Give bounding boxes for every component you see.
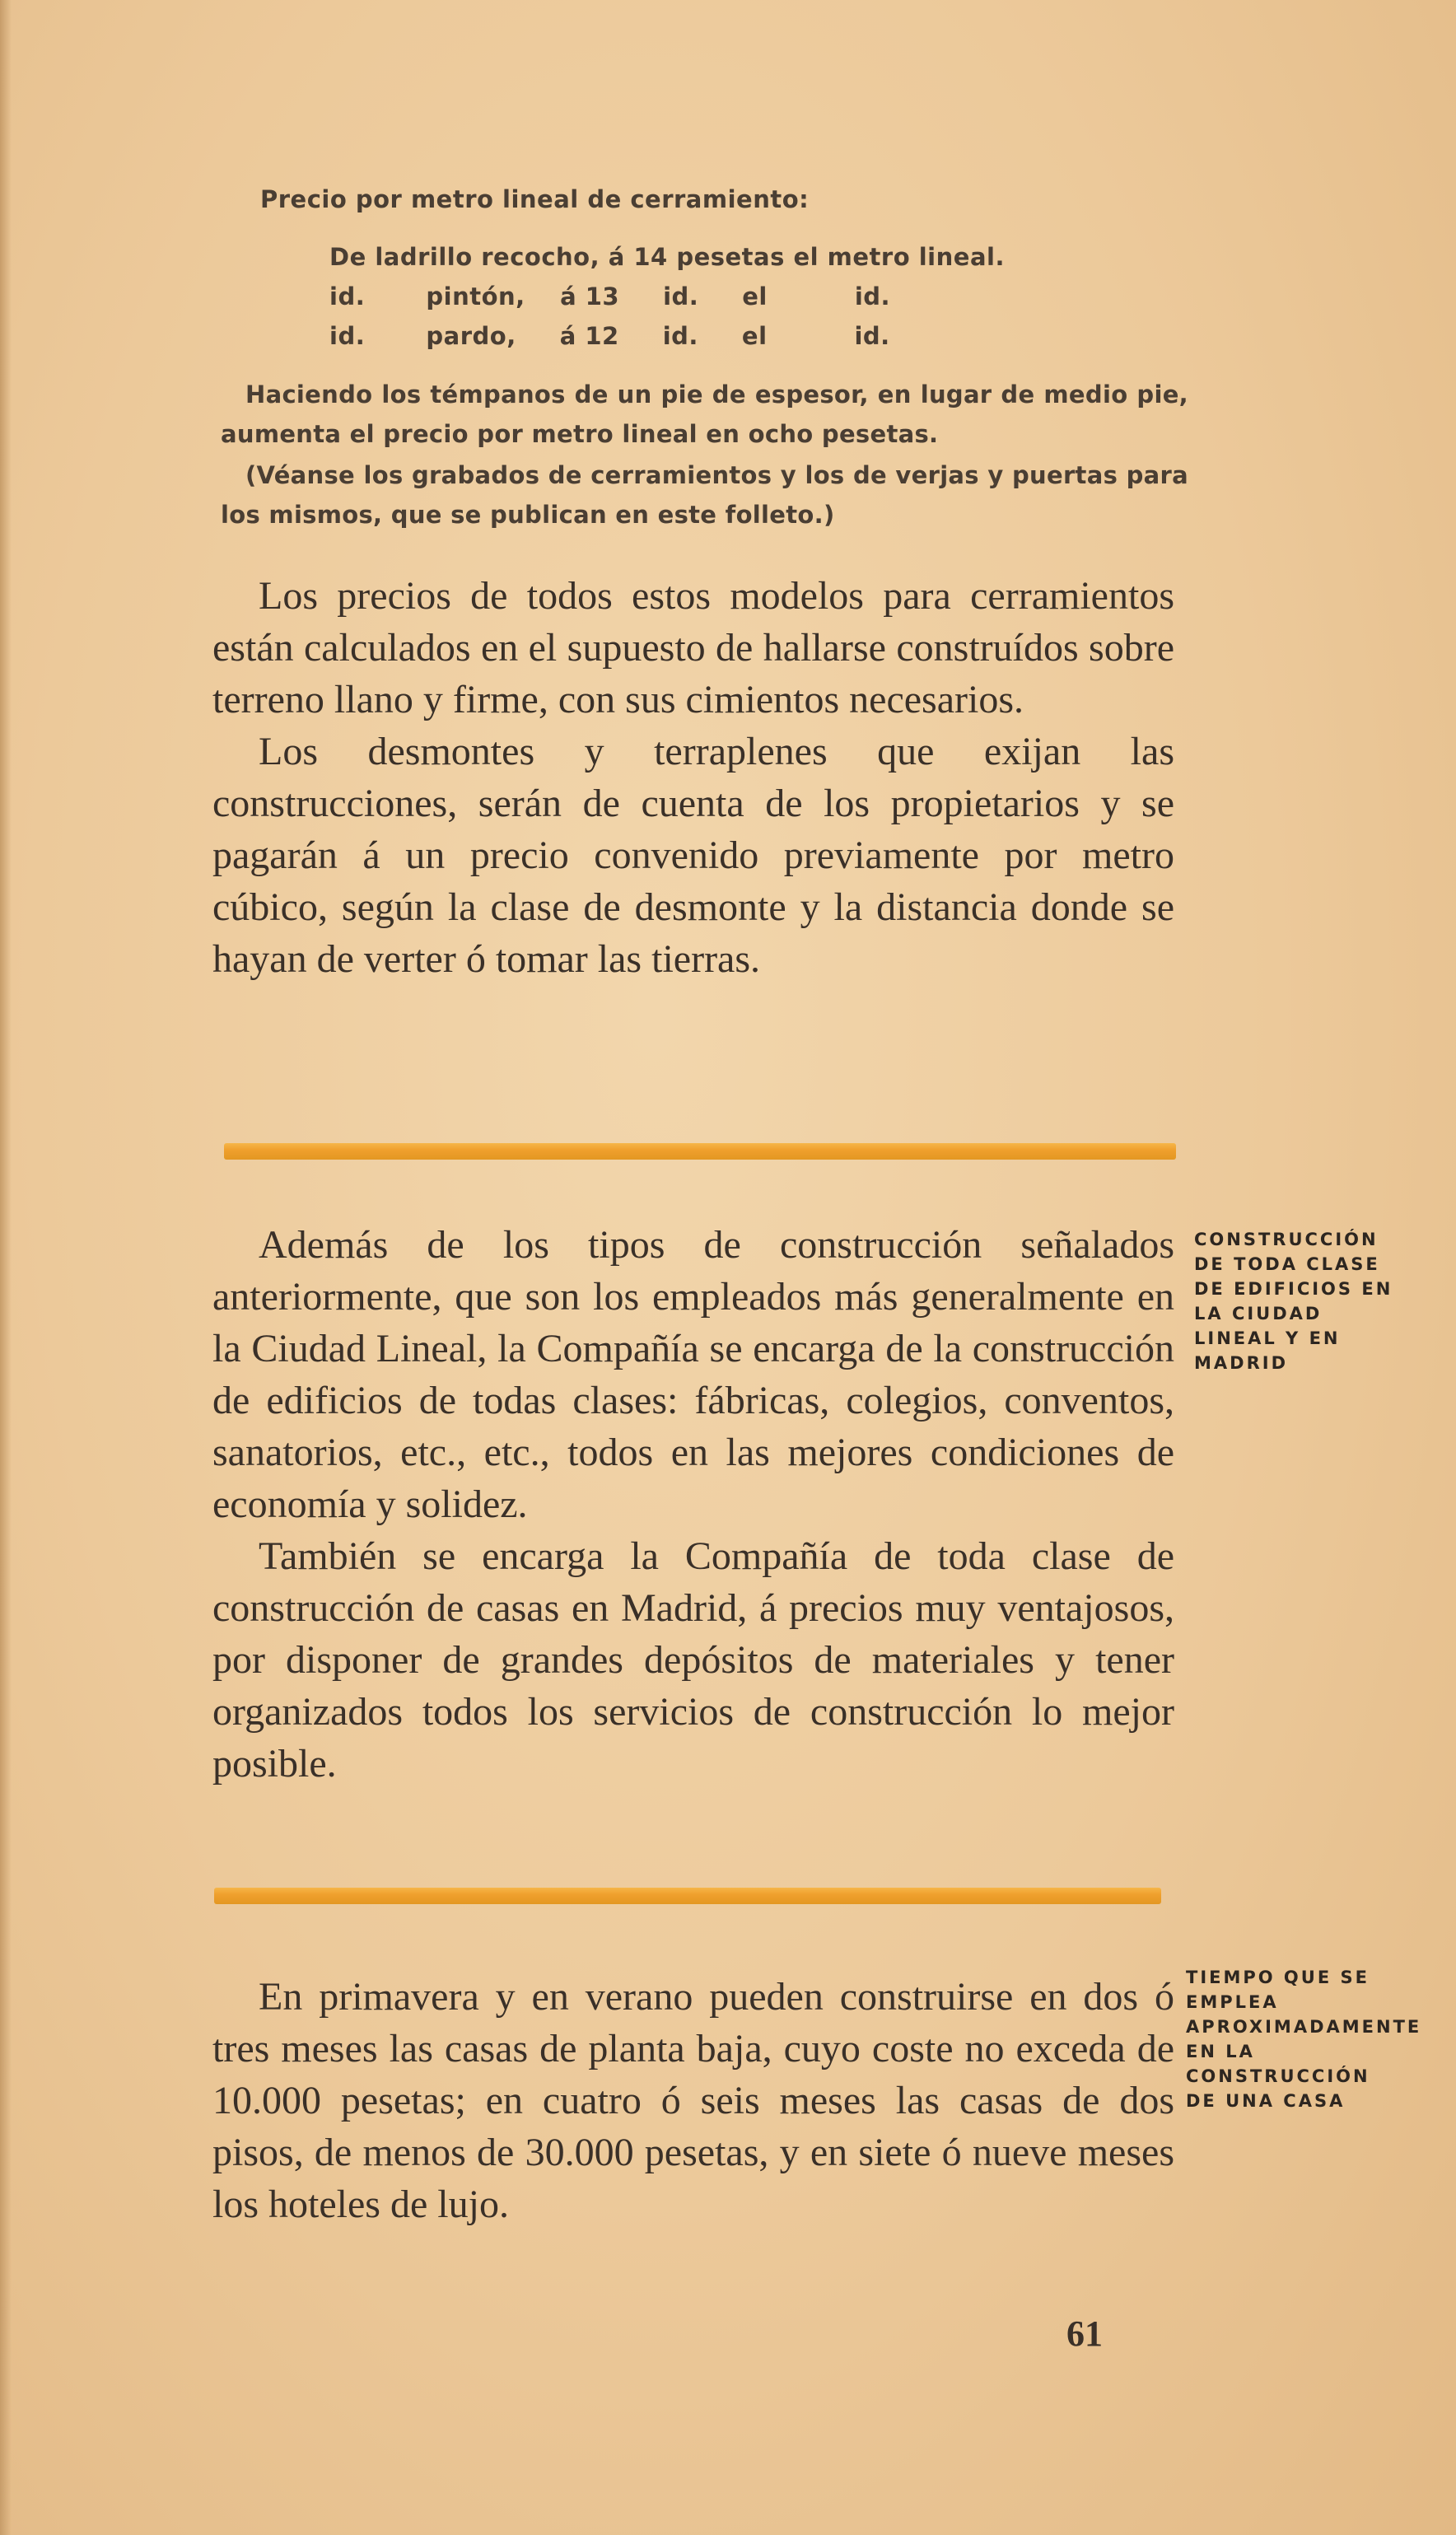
body-paragraph: También se encarga la Compañía de toda clase de construcción de casas en Madrid, á precios muy ventajosos, por disponer de grandes depósitos de materiales y tener organizados todos los servicios de construcción lo mejor posible. — [212, 1534, 1174, 1786]
price-line: De ladrillo recocho, á 14 pesetas el metro lineal. — [329, 243, 1005, 271]
pricing-title: Precio por metro lineal de cerramiento: — [260, 185, 810, 213]
section-enclosures — [212, 570, 1174, 985]
price-line: id. pardo, á 12 id. el id. — [329, 322, 890, 350]
page-edge-shadow — [0, 0, 12, 2535]
pricing-paragraph: (Véanse los grabados de cerramientos y los de verjas y puertas para los mismos, que se publican en este folleto.) — [221, 461, 1188, 529]
price-line: id. pintón, á 13 id. el id. — [329, 282, 891, 310]
pricing-paragraph: Haciendo los témpanos de un pie de espesor, en lugar de medio pie, aumenta el precio por metro lineal en ocho pesetas. — [221, 380, 1188, 448]
body-paragraph: Además de los tipos de construcción señalados anteriormente, que son los empleados más generalmente en la Ciudad Lineal, la Compañía se encarga de la construcción de edificios de todas clases: fábricas, colegios, conventos, sanatorios, etc., etc., todos en las mejores condiciones de economía y solidez. — [212, 1223, 1174, 1526]
section-construction — [212, 1219, 1174, 1790]
side-note-build-time: TIEMPO QUE SE EMPLEA APROXIMADAMENTE EN LA CONSTRUCCIÓN DE UNA CASA — [1186, 1968, 1422, 2111]
section-build-time — [212, 1971, 1174, 2230]
body-paragraph: Los desmontes y terraplenes que exijan las construcciones, serán de cuenta de los propietarios y se pagarán á un precio convenido previamente por metro cúbico, según la clase de desmonte y la distancia donde se hayan de verter ó tomar las tierras. — [212, 730, 1174, 981]
body-paragraph: En primavera y en verano pueden construirse en dos ó tres meses las casas de planta baja, cuyo coste no exceda de 10.000 pesetas; en cuatro ó seis meses las casas de dos pisos, de menos de 30.000 pesetas, y en siete ó nueve meses los hoteles de lujo. — [212, 1975, 1174, 2226]
side-note-construction: CONSTRUCCIÓN DE TODA CLASE DE EDIFICIOS EN LA CIUDAD LINEAL Y EN MADRID — [1194, 1230, 1393, 1373]
orange-divider — [214, 1888, 1161, 1904]
body-paragraph: Los precios de todos estos modelos para cerramientos están calculados en el supuesto de hallarse construídos sobre terreno llano y firme, con sus cimientos necesarios. — [212, 574, 1174, 721]
orange-divider — [224, 1143, 1176, 1160]
page-number: 61 — [1066, 2313, 1103, 2354]
